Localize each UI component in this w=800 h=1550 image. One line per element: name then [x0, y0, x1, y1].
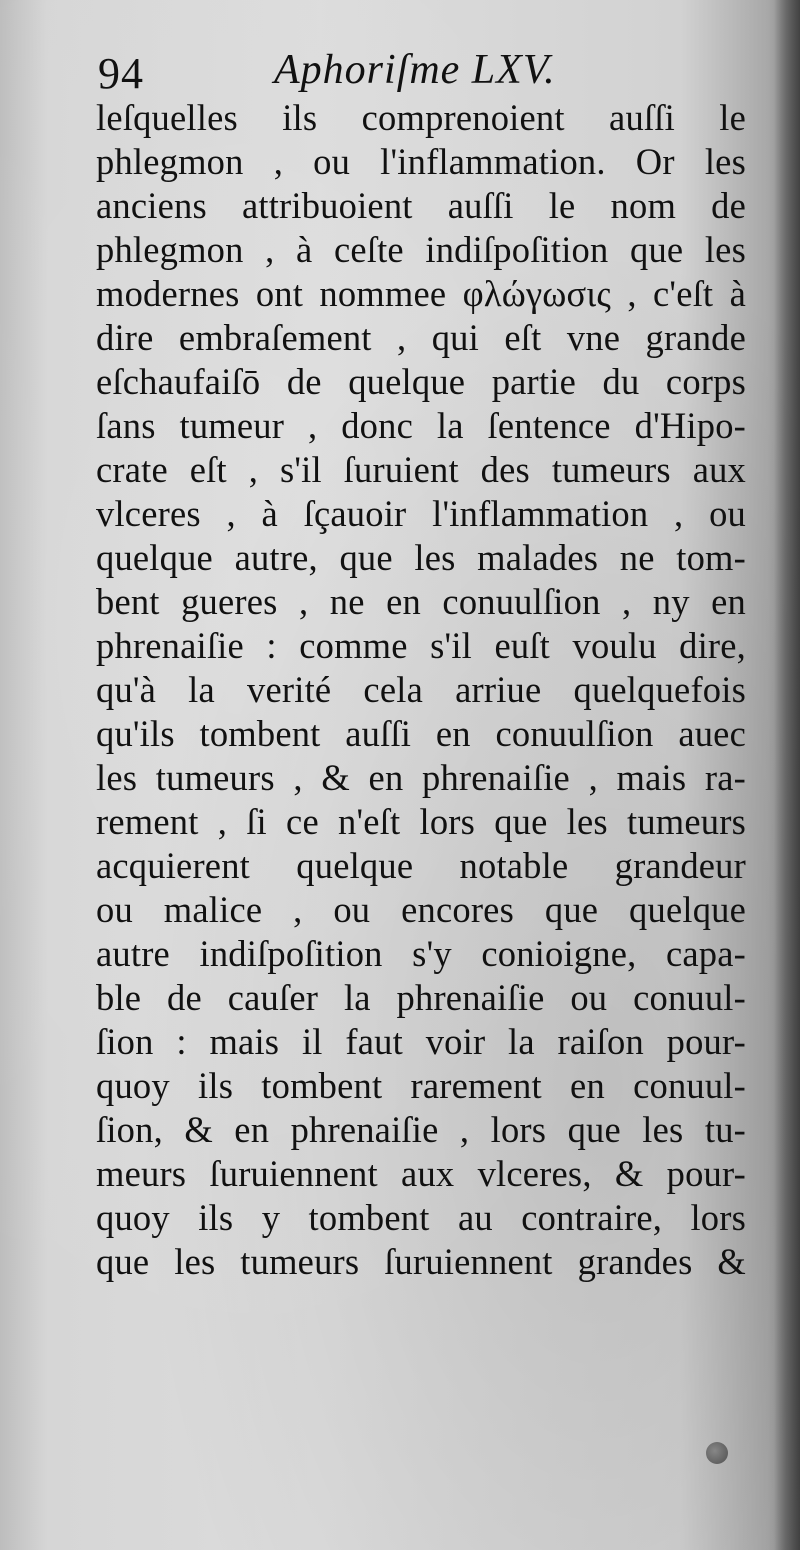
- text-line: meurs ſuruiennent aux vlceres, & pour-: [96, 1153, 746, 1194]
- text-line: ble de cauſer la phrenaiſie ou conuul-: [96, 977, 746, 1018]
- text-line: qu'ils tombent auſſi en conuulſion auec: [96, 713, 746, 754]
- text-line: vlceres , à ſçauoir l'inflammation , ou: [96, 493, 746, 534]
- text-line: acquierent quelque notable grandeur: [96, 845, 746, 886]
- text-line: ſion : mais il faut voir la raiſon pour-: [96, 1021, 746, 1062]
- text-line: ſion, & en phrenaiſie , lors que les tu-: [96, 1109, 746, 1150]
- text-line: eſchaufaiſō de quelque partie du corps: [96, 361, 746, 402]
- text-line: quoy ils y tombent au contraire, lors: [96, 1197, 746, 1238]
- text-line: phrenaiſie : comme s'il euſt voulu dire,: [96, 625, 746, 666]
- text-line: ou malice , ou encores que quelque: [96, 889, 746, 930]
- text-line: ſans tumeur , donc la ſentence d'Hipo-: [96, 405, 746, 446]
- text-line: qu'à la verité cela arriue quelquefois: [96, 669, 746, 710]
- text-line: dire embraſement , qui eſt vne grande: [96, 317, 746, 358]
- text-line: leſquelles ils comprenoient auſſi le: [96, 97, 746, 138]
- text-line: phlegmon , à ceſte indiſpoſition que les: [96, 229, 746, 270]
- ink-spot: [706, 1442, 728, 1464]
- text-line: les tumeurs , & en phrenaiſie , mais ra-: [96, 757, 746, 798]
- text-line: anciens attribuoient auſſi le nom de: [96, 185, 746, 226]
- text-line: bent gueres , ne en conuulſion , ny en: [96, 581, 746, 622]
- page-header: [98, 40, 740, 100]
- page-gutter-shadow: [774, 0, 800, 1550]
- page-number: 94: [98, 49, 144, 98]
- text-line: phlegmon , ou l'inflammation. Or les: [96, 141, 746, 182]
- body-text: [96, 96, 746, 1284]
- text-line: quelque autre, que les malades ne tom-: [96, 537, 746, 578]
- text-line: que les tumeurs ſuruiennent grandes &: [96, 1241, 746, 1282]
- text-line: crate eſt , s'il ſuruient des tumeurs aux: [96, 449, 746, 490]
- text-line: quoy ils tombent rarement en conuul-: [96, 1065, 746, 1106]
- running-head: Aphoriſme LXV.: [274, 47, 556, 93]
- text-line: rement , ſi ce n'eſt lors que les tumeurs: [96, 801, 746, 842]
- text-line: autre indiſpoſition s'y conioigne, capa-: [96, 933, 746, 974]
- text-line: modernes ont nommee φλώγωσις , c'eſt à: [96, 273, 746, 314]
